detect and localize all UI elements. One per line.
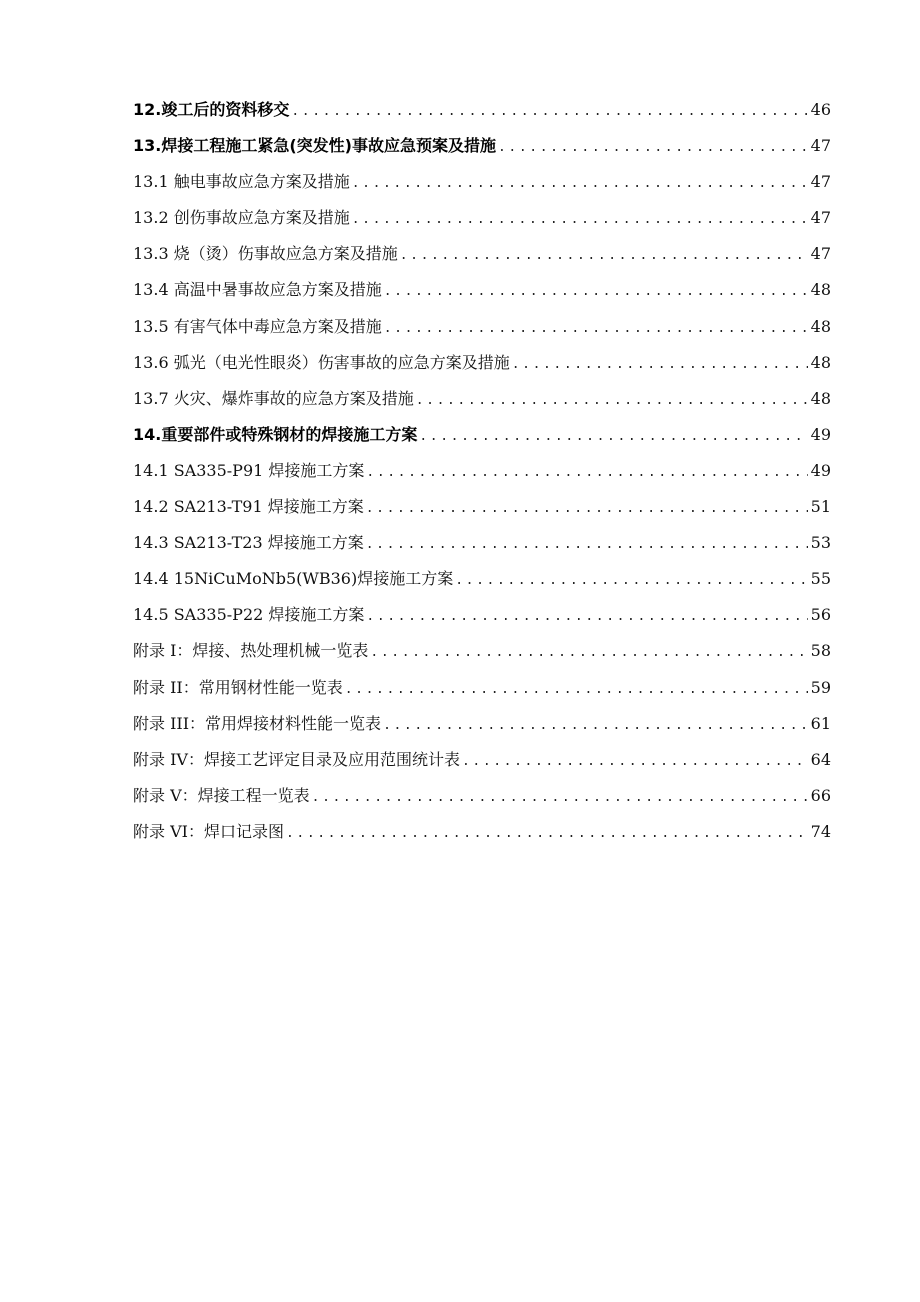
toc-entry-page: 47 [810,244,831,264]
dot-leader [352,202,808,238]
toc-entry-page: 48 [810,280,831,300]
dot-leader [366,599,807,635]
toc-entry-title: 12.竣工后的资料移交 [133,100,290,119]
toc-entry-title: 附录 III：常用焊接材料性能一览表 [133,713,382,733]
toc-entry-page: 61 [810,713,831,733]
toc-entry[interactable] [133,272,831,308]
dot-leader [366,455,807,491]
toc-entry[interactable] [133,381,831,417]
toc-entry-title: 附录 IV：焊接工艺评定目录及应用范围统计表 [133,749,460,769]
toc-entry-page: 47 [810,172,831,192]
dot-leader [286,816,808,852]
toc-entry-page: 49 [810,424,831,444]
toc-entry-page: 47 [810,136,831,156]
dot-leader [312,780,808,816]
toc-entry-title: 13.7 火灾、爆炸事故的应急方案及措施 [133,388,414,408]
dot-leader [455,563,807,599]
dot-leader [419,419,807,455]
toc-entry-title: 附录 I：焊接、热处理机械一览表 [133,641,369,661]
toc-entry-page: 64 [810,749,831,769]
toc-entry[interactable] [133,670,831,706]
table-of-contents [133,92,831,850]
toc-entry-page: 51 [810,497,831,517]
toc-entry-title: 13.4 高温中暑事故应急方案及措施 [133,280,382,300]
toc-entry[interactable] [133,525,831,561]
toc-entry-page: 58 [810,641,831,661]
toc-entry-title: 14.重要部件或特殊钢材的焊接施工方案 [133,424,418,444]
toc-entry[interactable] [133,633,831,669]
toc-entry-title: 13.焊接工程施工紧急(突发性)事故应急预案及措施 [133,136,496,156]
toc-entry-page: 48 [810,352,831,372]
toc-entry-page: 48 [810,388,831,408]
toc-entry-page: 46 [810,100,831,119]
toc-entry-page: 66 [810,785,831,805]
dot-leader [345,672,808,708]
toc-entry[interactable] [133,489,831,525]
dot-leader [383,708,808,744]
toc-entry-title: 附录 II：常用钢材性能一览表 [133,677,343,697]
toc-entry[interactable] [133,597,831,633]
toc-entry-title: 14.3 SA213-T23 焊接施工方案 [133,533,364,553]
toc-entry-page: 53 [810,533,831,553]
dot-leader [498,130,808,166]
toc-entry-title: 13.2 创伤事故应急方案及措施 [133,208,350,228]
toc-entry-title: 14.5 SA335-P22 焊接施工方案 [133,605,365,625]
dot-leader [366,491,808,527]
dot-leader [366,527,808,563]
toc-entry-title: 附录 VI：焊口记录图 [133,821,284,841]
dot-leader [400,238,808,274]
toc-entry[interactable] [133,345,831,381]
toc-entry-title: 14.4 15NiCuMoNb5(WB36)焊接施工方案 [133,569,454,589]
toc-entry[interactable] [133,128,831,164]
toc-entry[interactable] [133,814,831,850]
toc-entry[interactable] [133,236,831,272]
dot-leader [462,744,808,780]
toc-entry[interactable] [133,92,831,128]
toc-entry-page: 56 [810,605,831,625]
toc-entry[interactable] [133,742,831,778]
toc-entry-page: 49 [810,460,831,480]
toc-entry[interactable] [133,706,831,742]
toc-entry[interactable] [133,309,831,345]
toc-entry-title: 附录 V：焊接工程一览表 [133,785,310,805]
toc-entry-page: 48 [810,316,831,336]
toc-entry-title: 14.2 SA213-T91 焊接施工方案 [133,497,364,517]
toc-entry-page: 55 [810,569,831,589]
toc-entry[interactable] [133,778,831,814]
toc-entry[interactable] [133,453,831,489]
dot-leader [416,383,808,419]
toc-entry[interactable] [133,164,831,200]
toc-entry-title: 13.1 触电事故应急方案及措施 [133,172,350,192]
toc-entry-title: 14.1 SA335-P91 焊接施工方案 [133,460,365,480]
toc-entry-title: 13.3 烧（烫）伤事故应急方案及措施 [133,244,398,264]
toc-entry[interactable] [133,561,831,597]
dot-leader [352,166,808,202]
toc-entry-page: 59 [810,677,831,697]
dot-leader [291,94,807,130]
toc-entry-page: 47 [810,208,831,228]
dot-leader [370,635,807,671]
dot-leader [512,347,808,383]
toc-entry-page: 74 [810,821,831,841]
dot-leader [384,274,808,310]
toc-entry-title: 13.5 有害气体中毒应急方案及措施 [133,316,382,336]
dot-leader [384,311,808,347]
toc-entry[interactable] [133,200,831,236]
toc-entry[interactable] [133,417,831,453]
toc-entry-title: 13.6 弧光（电光性眼炎）伤害事故的应急方案及措施 [133,352,510,372]
